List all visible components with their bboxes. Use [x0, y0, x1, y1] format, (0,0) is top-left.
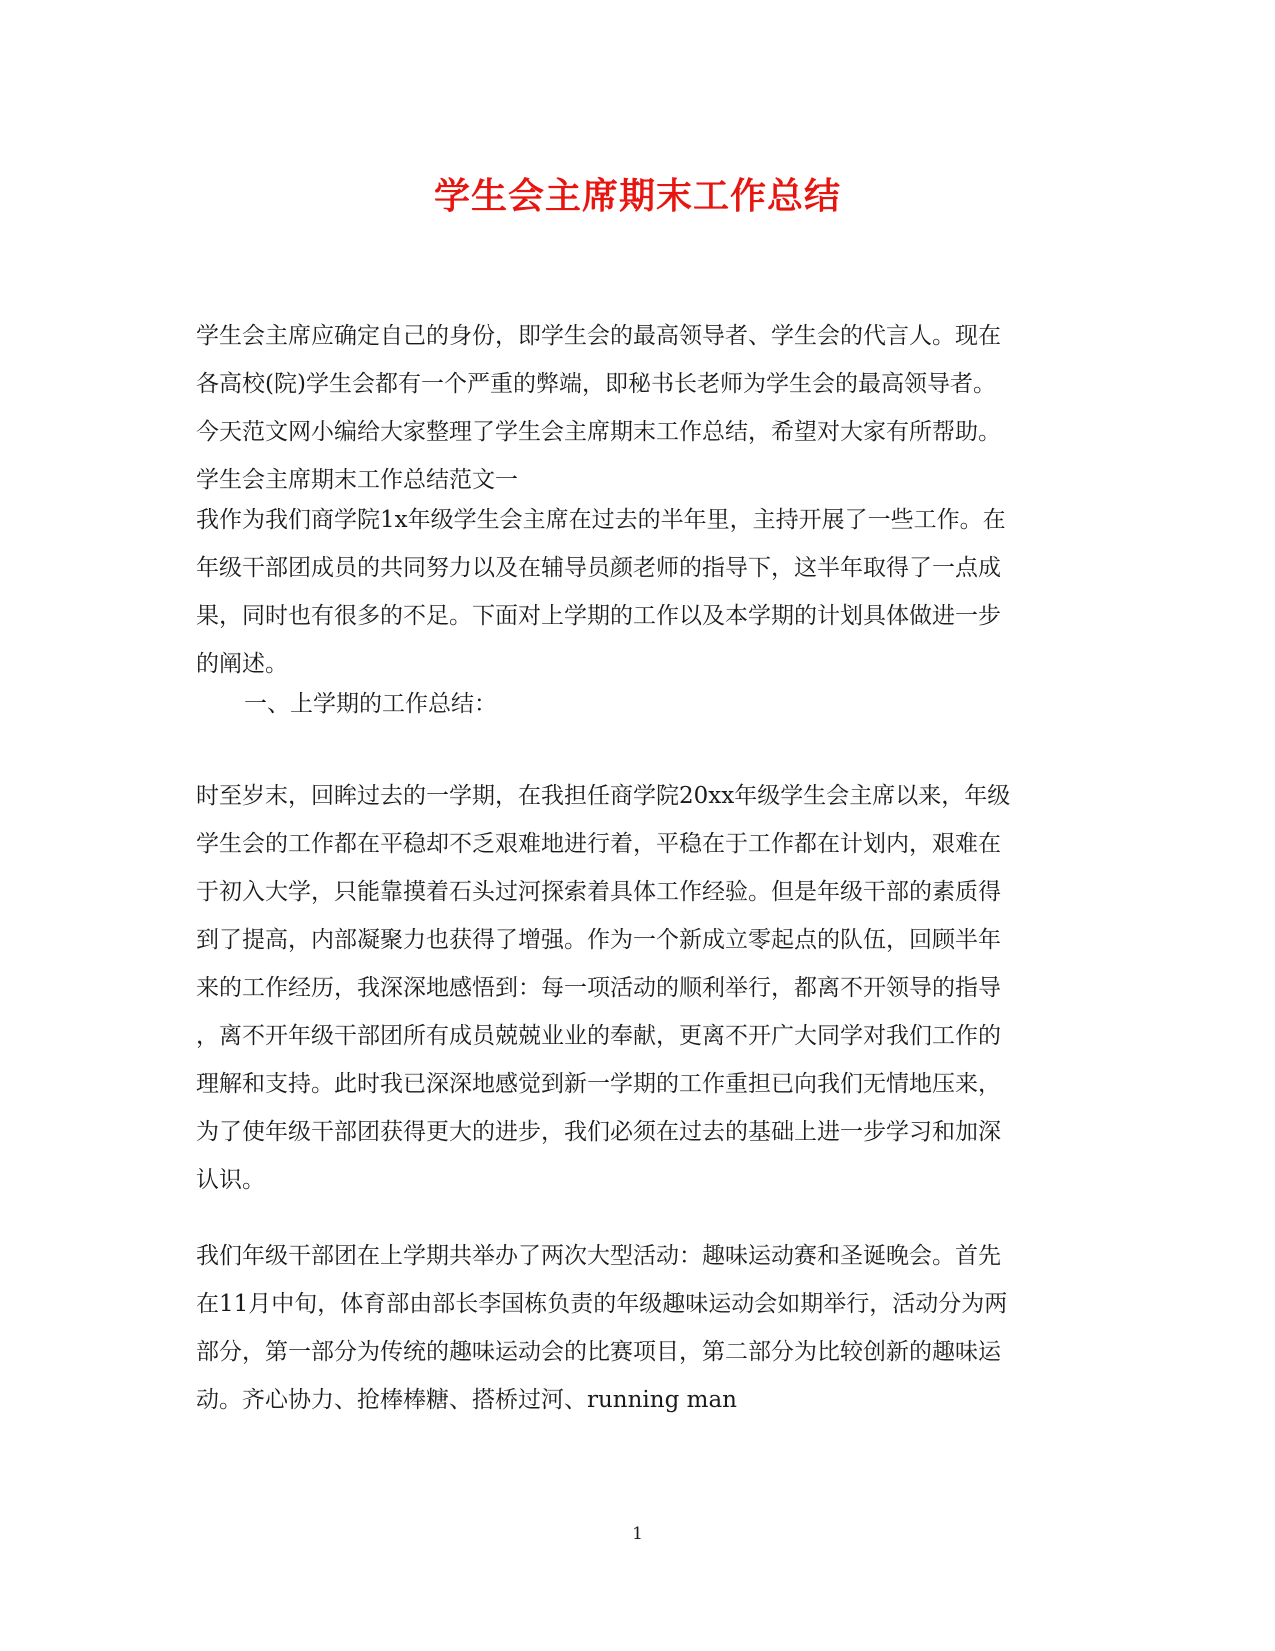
- text-line: 我们年级干部团在上学期共举办了两次大型活动：趣味运动赛和圣诞晚会。首先: [196, 1243, 1001, 1269]
- text-line: 今天范文网小编给大家整理了学生会主席期末工作总结，希望对大家有所帮助。: [196, 419, 1001, 445]
- text-line: 部分，第一部分为传统的趣味运动会的比赛项目，第二部分为比较创新的趣味运: [196, 1339, 1001, 1365]
- text-line: ，离不开年级干部团所有成员兢兢业业的奉献，更离不开广大同学对我们工作的: [196, 1023, 1001, 1049]
- text-line: 果，同时也有很多的不足。下面对上学期的工作以及本学期的计划具体做进一步: [196, 603, 1001, 629]
- text-line: 到了提高，内部凝聚力也获得了增强。作为一个新成立零起点的队伍，回顾半年: [196, 927, 1001, 953]
- text-line: 各高校(院)学生会都有一个严重的弊端，即秘书长老师为学生会的最高领导者。: [196, 371, 996, 397]
- text-line: 动。齐心协力、抢棒棒糖、搭桥过河、running man: [196, 1387, 737, 1413]
- text-line: 年级干部团成员的共同努力以及在辅导员颜老师的指导下，这半年取得了一点成: [196, 555, 1001, 581]
- paragraph-1: [196, 496, 1076, 688]
- section-heading: 一、上学期的工作总结：: [244, 691, 497, 717]
- text-line: 时至岁末，回眸过去的一学期，在我担任商学院20xx年级学生会主席以来，年级: [196, 783, 1011, 809]
- text-line: 来的工作经历，我深深地感悟到：每一项活动的顺利举行，都离不开领导的指导: [196, 975, 1001, 1001]
- paragraph-2: [196, 772, 1076, 1204]
- text-line: 学生会主席应确定自己的身份，即学生会的最高领导者、学生会的代言人。现在: [196, 323, 1001, 349]
- document-title: 学生会主席期末工作总结: [433, 175, 841, 217]
- text-line: 于初入大学，只能靠摸着石头过河探索着具体工作经验。但是年级干部的素质得: [196, 879, 1001, 905]
- text-line: 理解和支持。此时我已深深地感觉到新一学期的工作重担已向我们无情地压来，: [196, 1071, 1001, 1097]
- page-number: 1: [632, 1524, 643, 1544]
- intro-paragraph: [196, 312, 1076, 504]
- text-line: 认识。: [196, 1167, 265, 1193]
- text-line: 我作为我们商学院1x年级学生会主席在过去的半年里，主持开展了一些工作。在: [196, 507, 1006, 533]
- text-line: 学生会的工作都在平稳却不乏艰难地进行着，平稳在于工作都在计划内，艰难在: [196, 831, 1001, 857]
- text-line: 的阐述。: [196, 651, 288, 677]
- paragraph-3: [196, 1232, 1076, 1424]
- text-line: 为了使年级干部团获得更大的进步，我们必须在过去的基础上进一步学习和加深: [196, 1119, 1001, 1145]
- text-line: 在11月中旬，体育部由部长李国栋负责的年级趣味运动会如期举行，活动分为两: [196, 1291, 1008, 1317]
- subtitle-line: 学生会主席期末工作总结范文一: [196, 467, 518, 493]
